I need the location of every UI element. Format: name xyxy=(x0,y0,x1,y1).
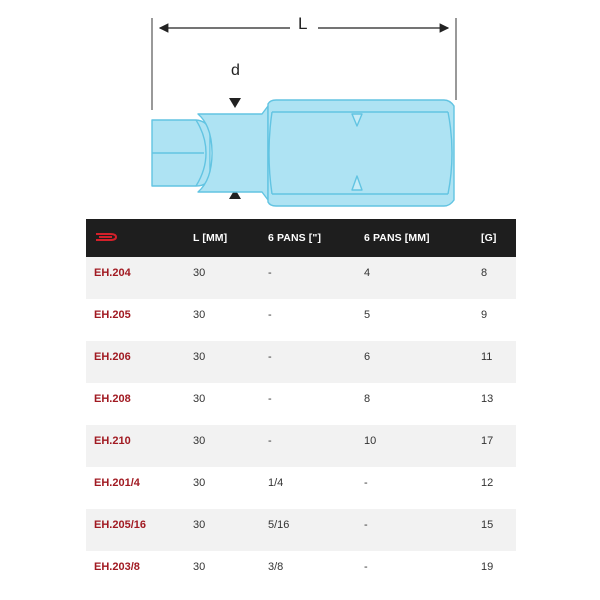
length-cell: 30 xyxy=(193,309,206,321)
hex-mm-cell: 5 xyxy=(364,309,371,321)
bit-drawing xyxy=(0,0,600,220)
length-cell: 30 xyxy=(193,351,206,363)
header-row xyxy=(86,219,516,257)
hex-mm-cell: 4 xyxy=(364,267,371,279)
column-header-length: L [MM] xyxy=(193,232,228,244)
reference-link[interactable]: EH.204 xyxy=(94,267,131,279)
brand-logo-icon xyxy=(94,231,120,243)
table-row xyxy=(86,383,516,425)
hex-mm-cell: 8 xyxy=(364,393,371,405)
weight-cell: 13 xyxy=(481,393,494,405)
weight-cell: 9 xyxy=(481,309,488,321)
hex-mm-cell: 10 xyxy=(364,435,377,447)
table-row xyxy=(86,299,516,341)
column-header-hex-mm: 6 PANS [MM] xyxy=(364,232,430,244)
table-header xyxy=(86,219,516,257)
hex-inch-cell: 3/8 xyxy=(268,561,284,573)
hex-mm-cell: - xyxy=(364,519,368,531)
column-header-hex-inch: 6 PANS ["] xyxy=(268,232,322,244)
hex-inch-cell: - xyxy=(268,351,272,363)
brand-logo-cell xyxy=(86,219,185,257)
weight-cell: 19 xyxy=(481,561,494,573)
length-cell: 30 xyxy=(193,393,206,405)
hex-inch-cell: - xyxy=(268,435,272,447)
reference-link[interactable]: EH.205/16 xyxy=(94,519,146,531)
hex-inch-cell: - xyxy=(268,267,272,279)
column-header-weight: [G] xyxy=(481,232,497,244)
reference-link[interactable]: EH.210 xyxy=(94,435,131,447)
weight-cell: 15 xyxy=(481,519,494,531)
table-row xyxy=(86,425,516,467)
length-cell: 30 xyxy=(193,519,206,531)
spec-table xyxy=(86,219,516,593)
hex-inch-cell: 1/4 xyxy=(268,477,284,489)
hex-inch-cell: 5/16 xyxy=(268,519,290,531)
length-cell: 30 xyxy=(193,435,206,447)
reference-link[interactable]: EH.206 xyxy=(94,351,131,363)
weight-cell: 17 xyxy=(481,435,494,447)
reference-link[interactable]: EH.203/8 xyxy=(94,561,140,573)
table-row xyxy=(86,509,516,551)
weight-cell: 11 xyxy=(481,351,493,363)
table-row xyxy=(86,467,516,509)
hex-mm-cell: 6 xyxy=(364,351,371,363)
diameter-label: d xyxy=(231,62,240,79)
table-row xyxy=(86,341,516,383)
length-cell: 30 xyxy=(193,477,206,489)
weight-cell: 12 xyxy=(481,477,494,489)
table-row xyxy=(86,551,516,593)
length-cell: 30 xyxy=(193,267,206,279)
reference-link[interactable]: EH.205 xyxy=(94,309,131,321)
hex-inch-cell: - xyxy=(268,393,272,405)
hex-inch-cell: - xyxy=(268,309,272,321)
table-row xyxy=(86,257,516,299)
reference-link[interactable]: EH.208 xyxy=(94,393,131,405)
hex-mm-cell: - xyxy=(364,561,368,573)
reference-link[interactable]: EH.201/4 xyxy=(94,477,140,489)
bit-body xyxy=(152,100,454,206)
length-cell: 30 xyxy=(193,561,206,573)
table-body xyxy=(86,257,516,593)
weight-cell: 8 xyxy=(481,267,488,279)
hex-mm-cell: - xyxy=(364,477,368,489)
length-label: L xyxy=(298,14,308,33)
